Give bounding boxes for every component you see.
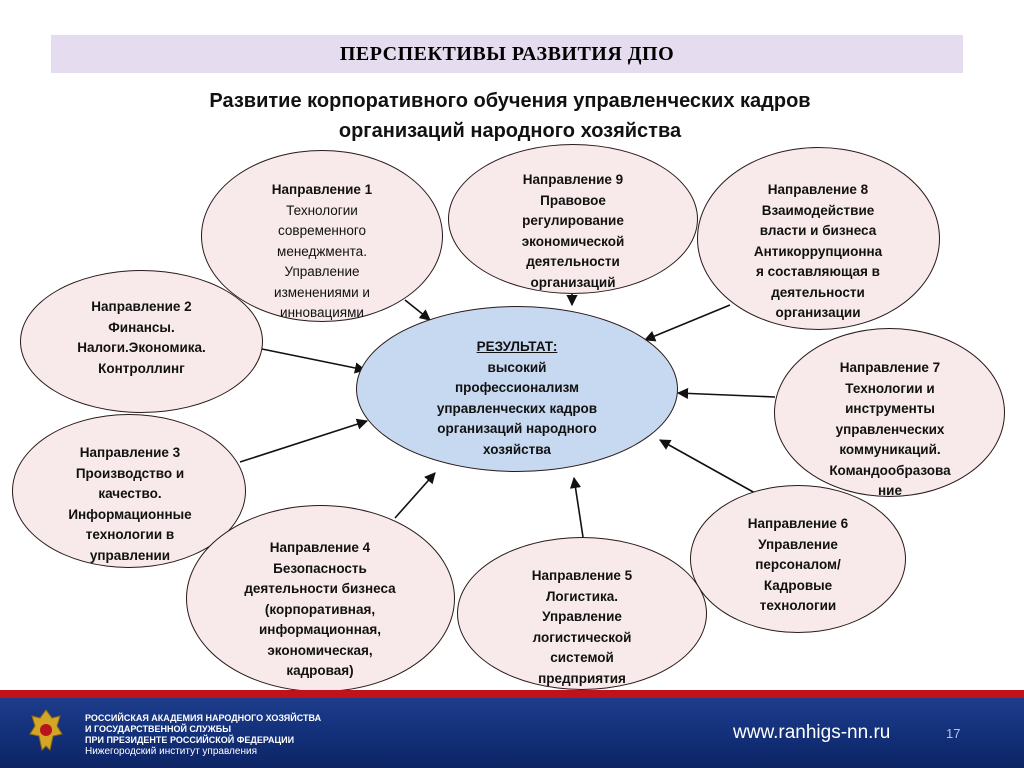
direction-1-line: Управление: [284, 264, 360, 279]
direction-9-line: организаций: [530, 274, 616, 290]
arrow-d2: [262, 349, 365, 370]
direction-5-line: Управление: [542, 609, 622, 624]
direction-7-line: Технологии и: [845, 380, 935, 396]
direction-8-line: деятельности: [771, 284, 865, 300]
direction-1-line: Технологии: [286, 202, 358, 218]
emblem-icon: [26, 706, 66, 756]
direction-7-line: Командообразова: [829, 462, 951, 478]
direction-1-line: современного: [278, 223, 366, 238]
direction-1-line: инновациями: [280, 305, 364, 320]
direction-4-text: [220, 538, 420, 682]
direction-1-title: Направление 1: [271, 182, 373, 197]
result-line: высокий: [487, 359, 547, 375]
direction-4-line: деятельности бизнеса: [244, 581, 396, 596]
direction-5-line: Логистика.: [545, 588, 619, 604]
direction-3-line: Информационные: [68, 506, 192, 522]
direction-9-line: деятельности: [526, 254, 620, 269]
direction-1-line: изменениями и: [274, 284, 370, 300]
page-number: 17: [946, 726, 961, 741]
direction-5-line: логистической: [532, 629, 632, 645]
direction-2-line: Направление 2: [91, 299, 192, 314]
direction-6-line: технологии: [759, 598, 837, 613]
subtitle-line-1: Развитие корпоративного обучения управленческих кадров: [209, 90, 811, 112]
direction-8-line: Антикоррупционна: [753, 243, 883, 259]
result-label: РЕЗУЛЬТАТ:: [476, 339, 558, 354]
direction-9-line: Правовое: [540, 192, 606, 208]
direction-4-line: Безопасность: [273, 560, 367, 576]
result-line: хозяйства: [483, 441, 551, 457]
direction-5-line: системой: [550, 650, 614, 665]
direction-2-line: Финансы.: [108, 319, 175, 335]
result-line: организаций народного: [437, 421, 597, 436]
arrow-d8: [645, 305, 730, 340]
direction-8-line: власти и бизнеса: [759, 223, 877, 238]
direction-9-line: экономической: [521, 233, 625, 249]
direction-4-line: экономическая,: [267, 642, 373, 658]
direction-7-line: ние: [878, 483, 902, 498]
direction-7-line: коммуникаций.: [839, 442, 941, 457]
direction-3-line: технологии в: [85, 527, 175, 542]
direction-6-line: Кадровые: [763, 577, 833, 593]
direction-5-line: Направление 5: [531, 568, 633, 583]
direction-4-line: (корпоративная,: [264, 601, 376, 617]
subtitle-line-2: организаций народного хозяйства: [338, 120, 682, 142]
direction-6-line: Направление 6: [747, 516, 849, 531]
direction-7-line: Направление 7: [839, 360, 941, 375]
direction-2-line: Контроллинг: [98, 360, 185, 376]
footer-org-line-2: И ГОСУДАРСТВЕННОЙ СЛУЖБЫ: [85, 724, 232, 734]
footer-org-line-3: ПРИ ПРЕЗИДЕНТЕ РОССИЙСКОЙ ФЕДЕРАЦИИ: [85, 735, 295, 745]
direction-3-line: качество.: [98, 486, 162, 501]
direction-9-line: Направление 9: [522, 172, 624, 187]
arrow-d5: [574, 478, 583, 537]
direction-8-line: Взаимодействие: [761, 202, 875, 218]
footer-stripe: [0, 690, 1024, 698]
direction-4-line: Направление 4: [269, 540, 371, 555]
direction-6-text: [718, 514, 878, 617]
arrow-d7: [678, 393, 775, 397]
direction-2-text: [50, 297, 233, 379]
direction-7-text: [800, 358, 980, 502]
result-line: управленческих кадров: [436, 400, 598, 416]
direction-6-line: Управление: [758, 536, 838, 552]
direction-3-line: Направление 3: [79, 445, 181, 460]
direction-8-line: я составляющая в: [756, 264, 880, 279]
direction-9-text: [483, 170, 663, 293]
arrow-d1: [405, 300, 430, 320]
direction-3-line: Производство и: [75, 465, 185, 481]
website-link[interactable]: www.ranhigs-nn.ru: [733, 722, 891, 743]
result-text: [405, 337, 629, 460]
direction-4-line: информационная,: [258, 622, 381, 637]
direction-8-text: [728, 180, 908, 324]
direction-3-line: управлении: [89, 547, 171, 563]
arrow-d4: [395, 473, 435, 518]
direction-5-line: предприятия: [538, 670, 626, 686]
direction-7-line: инструменты: [845, 401, 935, 416]
result-line: профессионализм: [454, 380, 580, 395]
arrow-d6: [660, 440, 755, 493]
page-title: ПЕРСПЕКТИВЫ РАЗВИТИЯ ДПО: [339, 42, 675, 65]
direction-7-line: управленческих: [835, 421, 945, 437]
arrow-d3: [240, 421, 367, 462]
direction-1-text: [240, 180, 404, 324]
footer-org-line-1: РОССИЙСКАЯ АКАДЕМИЯ НАРОДНОГО ХОЗЯЙСТВА: [85, 713, 322, 723]
direction-8-line: организации: [775, 305, 861, 320]
direction-5-text: [492, 566, 672, 689]
direction-4-line: кадровая): [286, 663, 354, 678]
direction-9-line: регулирование: [522, 213, 624, 228]
direction-8-line: Направление 8: [767, 182, 869, 197]
direction-2-line: Налоги.Экономика.: [77, 340, 206, 355]
direction-3-text: [45, 443, 215, 566]
footer-org-line-4: Нижегородский институт управления: [85, 746, 257, 757]
direction-6-line: персоналом/: [755, 557, 841, 572]
direction-1-line: менеджмента.: [277, 243, 367, 259]
